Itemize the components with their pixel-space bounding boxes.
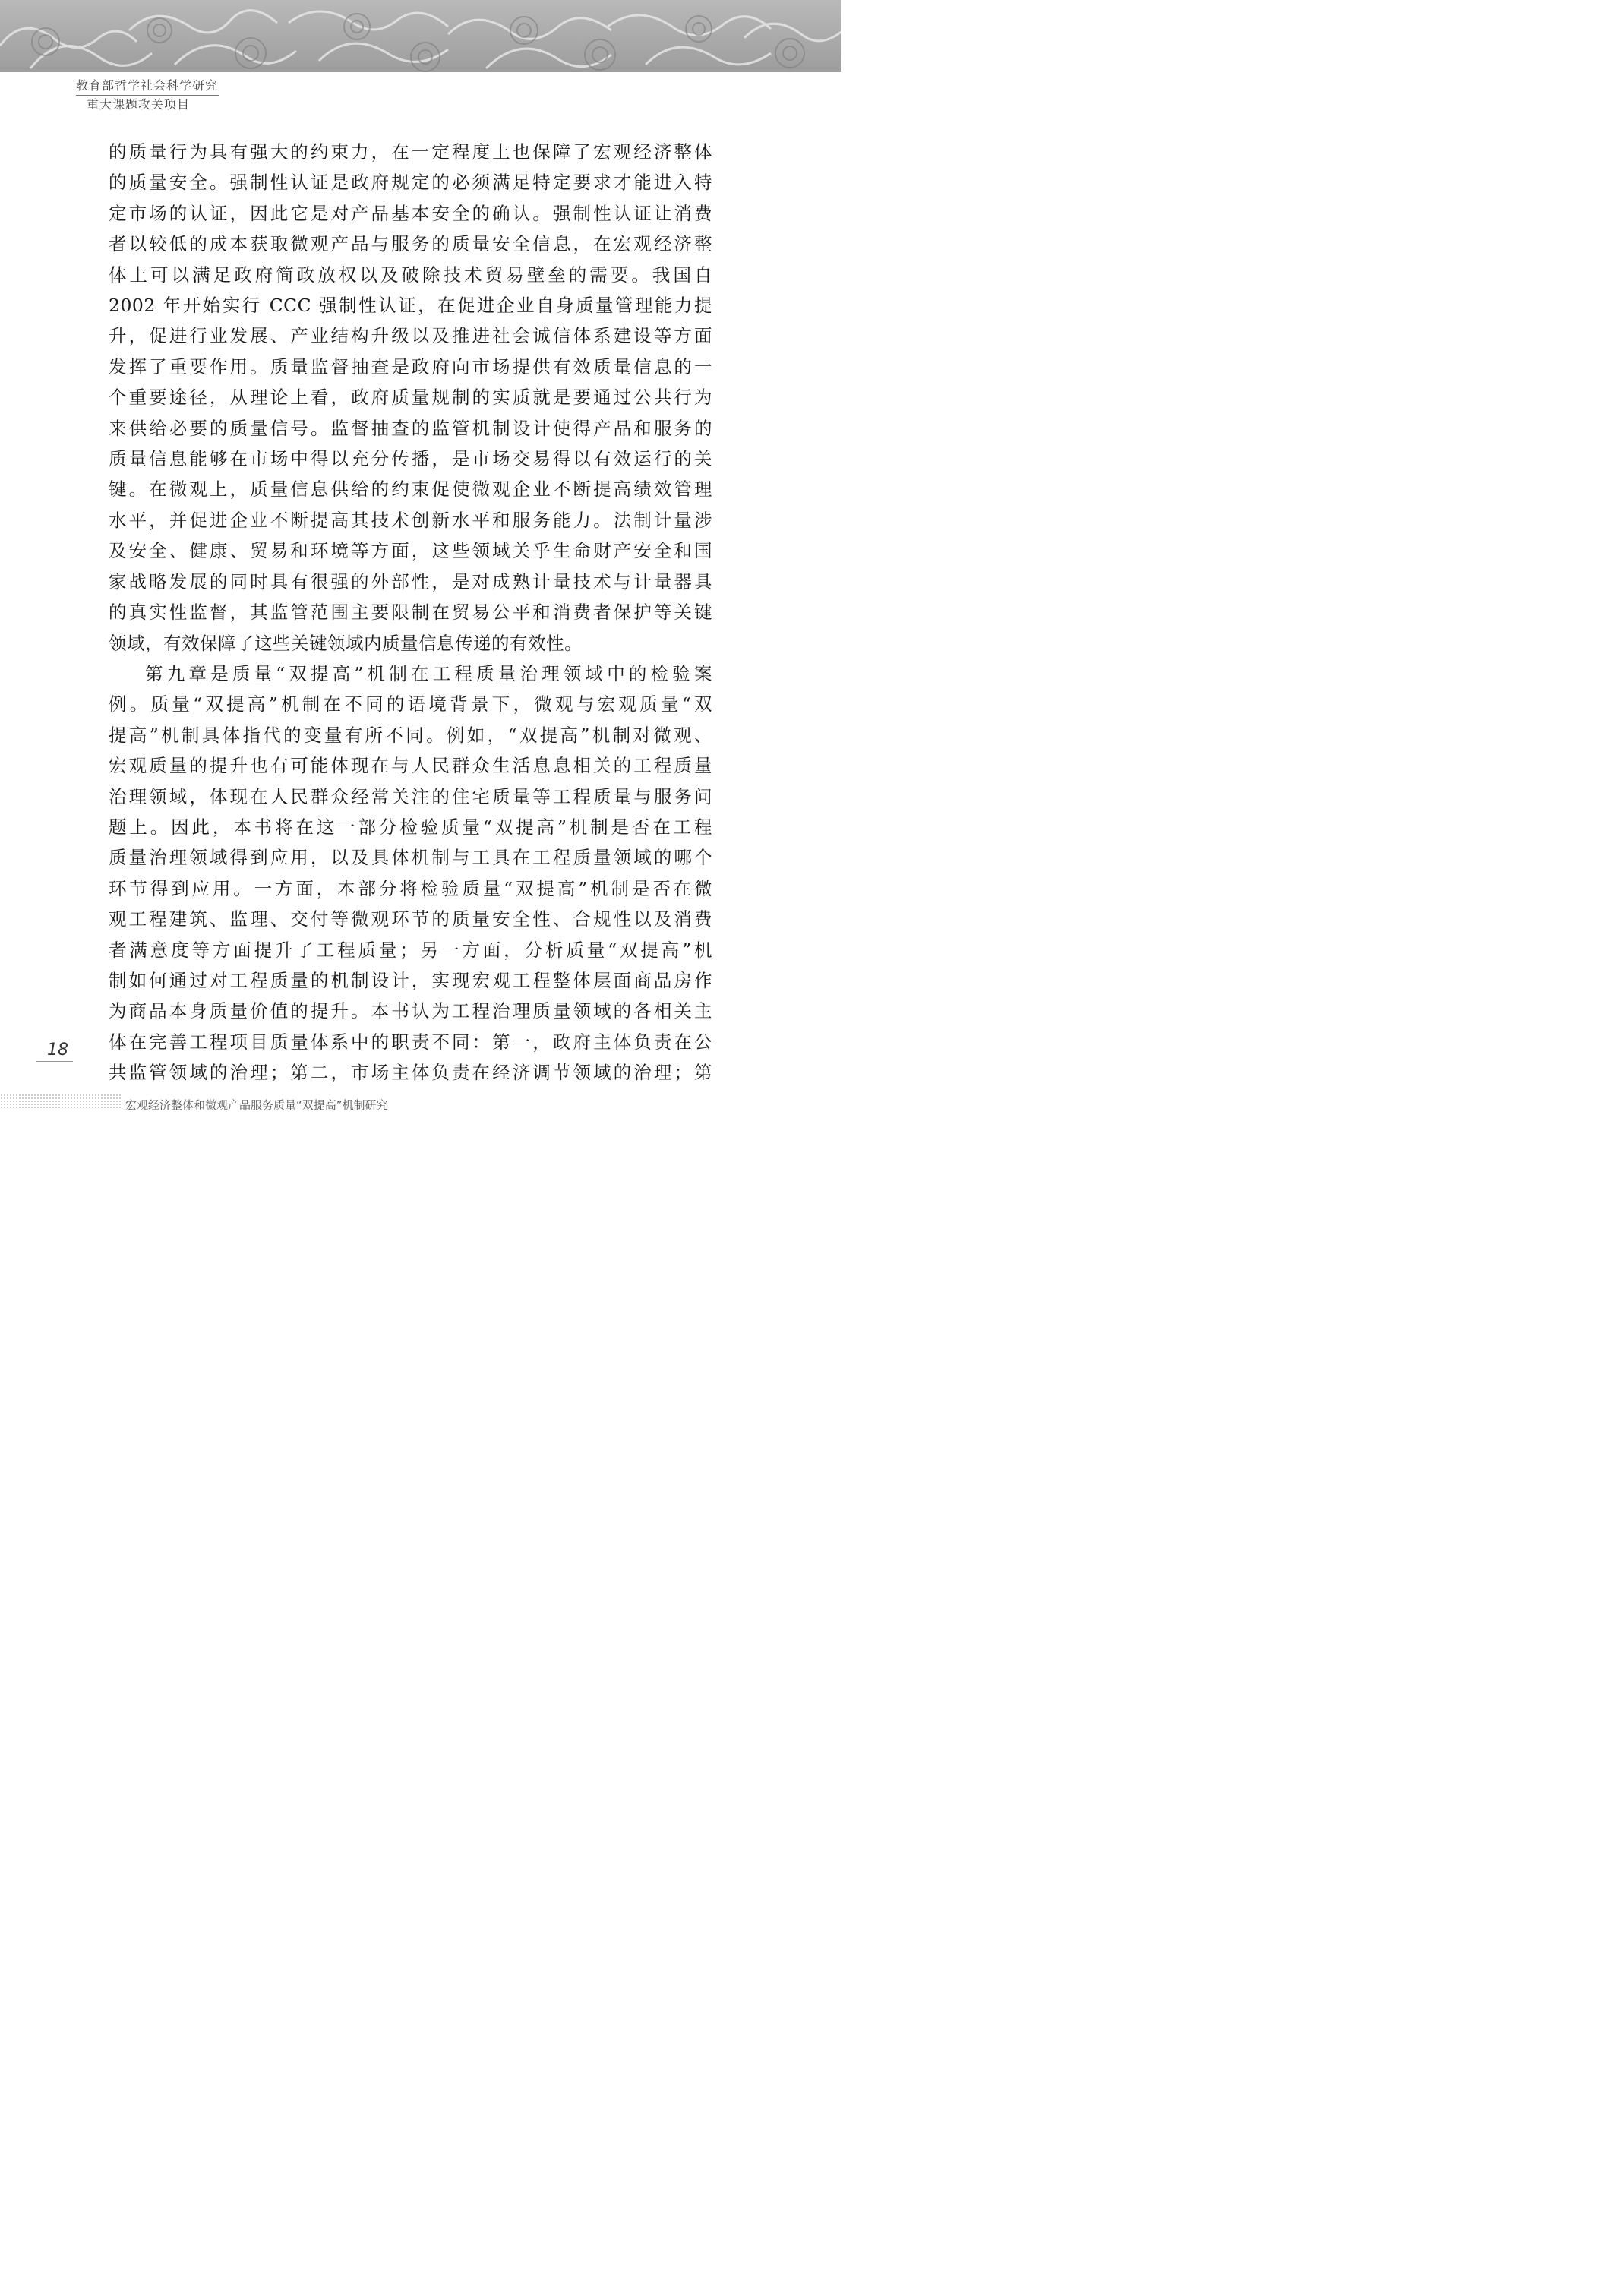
text-line: 治理领域，体现在人民群众经常关注的住宅质量等工程质量与服务问	[109, 785, 712, 807]
series-title-line1: 教育部哲学社会科学研究	[76, 78, 219, 93]
body-text	[109, 137, 712, 1088]
text-line: 提高”机制具体指代的变量有所不同。例如，“双提高”机制对微观、	[109, 724, 712, 746]
text-line: 共监管领域的治理；第二，市场主体负责在经济调节领域的治理；第	[109, 1062, 712, 1084]
text-line: 体上可以满足政府简政放权以及破除技术贸易壁垒的需要。我国自	[109, 264, 712, 286]
text-line: 体在完善工程项目质量体系中的职责不同：第一，政府主体负责在公	[109, 1031, 712, 1053]
text-line: 者满意度等方面提升了工程质量；另一方面，分析质量“双提高”机	[109, 939, 712, 961]
footer-dot-pattern	[0, 1094, 122, 1110]
text-line: 质量信息能够在市场中得以充分传播，是市场交易得以有效运行的关	[109, 448, 712, 470]
text-line: 键。在微观上，质量信息供给的约束促使微观企业不断提高绩效管理	[109, 478, 712, 501]
text-line: 的真实性监督，其监管范围主要限制在贸易公平和消费者保护等关键	[109, 602, 712, 624]
page-number: 18	[47, 1041, 68, 1060]
text-line: 制如何通过对工程质量的机制设计，实现宏观工程整体层面商品房作	[109, 969, 712, 991]
series-header	[76, 78, 228, 112]
text-line: 发挥了重要作用。质量监督抽查是政府向市场提供有效质量信息的一	[109, 355, 712, 377]
paragraph-2	[109, 658, 712, 1088]
text-line: 水平，并促进企业不断提高其技术创新水平和服务能力。法制计量涉	[109, 509, 712, 531]
text-line: 为商品本身质量价值的提升。本书认为工程治理质量领域的各相关主	[109, 1000, 712, 1022]
text-line: 个重要途径，从理论上看，政府质量规制的实质就是要通过公共行为	[109, 387, 712, 409]
text-line: 领域，有效保障了这些关键领域内质量信息传递的有效性。	[109, 632, 583, 654]
text-line: 定市场的认证，因此它是对产品基本安全的确认。强制性认证让消费	[109, 202, 712, 224]
paragraph-1	[109, 137, 712, 658]
series-title-line2: 重大课题攻关项目	[87, 97, 191, 112]
page-number-rule	[36, 1061, 73, 1062]
text-line: 升，促进行业发展、产业结构升级以及推进社会诚信体系建设等方面	[109, 325, 712, 347]
text-line: 家战略发展的同时具有很强的外部性，是对成熟计量技术与计量器具	[109, 570, 712, 592]
text-line: 者以较低的成本获取微观产品与服务的质量安全信息，在宏观经济整	[109, 233, 712, 255]
text-line: 例。质量“双提高”机制在不同的语境背景下，微观与宏观质量“双	[109, 693, 712, 715]
text-line: 的质量行为具有强大的约束力，在一定程度上也保障了宏观经济整体	[109, 141, 712, 163]
series-divider	[76, 95, 219, 96]
text-line: 2002 年开始实行 CCC 强制性认证，在促进企业自身质量管理能力提	[109, 295, 712, 317]
text-line: 题上。因此，本书将在这一部分检验质量“双提高”机制是否在工程	[109, 816, 712, 838]
footer-book-title: 宏观经济整体和微观产品服务质量“双提高”机制研究	[125, 1098, 388, 1112]
text-line: 第九章是质量“双提高”机制在工程质量治理领域中的检验案	[145, 662, 712, 684]
text-line: 来供给必要的质量信号。监督抽查的监管机制设计使得产品和服务的	[109, 417, 712, 439]
text-line: 的质量安全。强制性认证是政府规定的必须满足特定要求才能进入特	[109, 172, 712, 194]
text-line: 环节得到应用。一方面，本部分将检验质量“双提高”机制是否在微	[109, 877, 712, 899]
text-line: 宏观质量的提升也有可能体现在与人民群众生活息息相关的工程质量	[109, 755, 712, 777]
text-line: 质量治理领域得到应用，以及具体机制与工具在工程质量领域的哪个	[109, 847, 712, 869]
text-line: 观工程建筑、监理、交付等微观环节的质量安全性、合规性以及消费	[109, 908, 712, 930]
cloud-pattern-banner	[0, 0, 841, 72]
text-line: 及安全、健康、贸易和环境等方面，这些领域关乎生命财产安全和国	[109, 540, 712, 562]
